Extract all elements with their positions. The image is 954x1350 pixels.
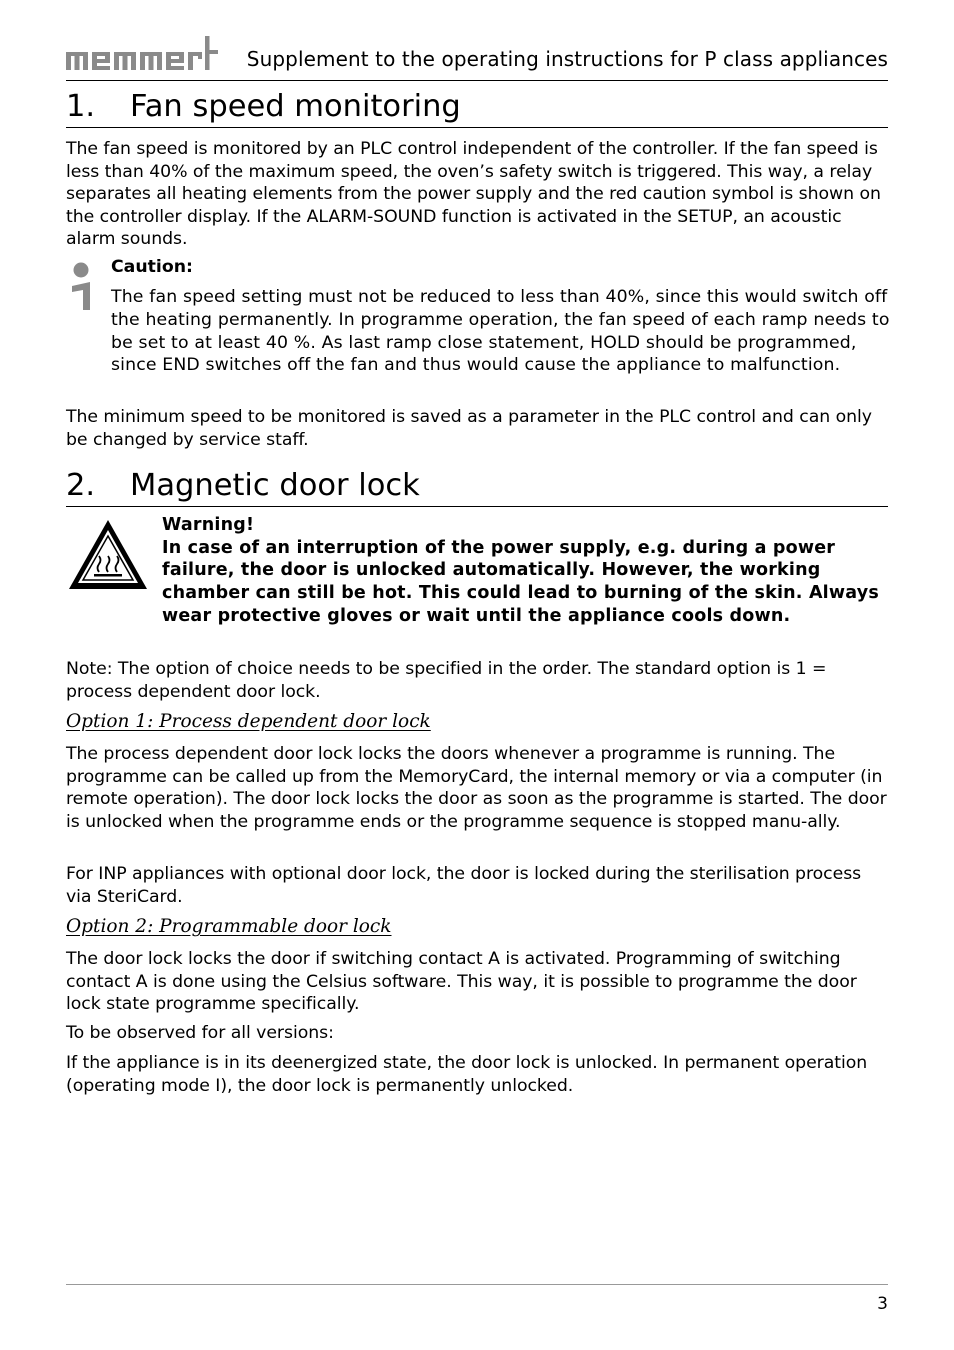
hot-surface-warning-icon xyxy=(66,517,150,593)
memmert-logo xyxy=(66,32,218,74)
footer-rule xyxy=(66,1284,888,1285)
document-page xyxy=(66,0,888,1350)
section-title: Fan speed monitoring xyxy=(130,89,461,124)
info-i-icon xyxy=(70,262,92,312)
section-heading-door-lock xyxy=(66,469,888,507)
fan-speed-outro: The minimum speed to be monitored is saved as a parameter in the PLC control and can only be changed by service staff. xyxy=(66,407,872,450)
page-number: 3 xyxy=(877,1294,888,1314)
section-title: Magnetic door lock xyxy=(130,468,420,503)
warning-text: In case of an interruption of the power supply, e.g. during a power failure, the door is unlocked automatically. However, the working chamber can still be hot. This could lead to burning of the skin. Always wear protective gloves or wait until the appliance cools down. xyxy=(162,537,879,626)
section-number: 2. xyxy=(66,468,96,503)
caution-text: The fan speed setting must not be reduced to less than 40%, since this would switch off the heating permanently. In programme operation, the fan speed of each ramp needs to be set to at least 40 %. As last ramp close statement, HOLD should be programmed, since END switches off the fan and thus would cause the appliance to malfunction. xyxy=(111,287,890,376)
option1-paragraph-2: For INP appliances with optional door lock, the door is locked during the sterilisation process via SteriCard. xyxy=(66,864,862,907)
option-note: Note: The option of choice needs to be specified in the order. The standard option is 1 = process dependent door lock. xyxy=(66,659,827,702)
option2-title: Option 2: Programmable door lock xyxy=(66,916,392,937)
option1-title: Option 1: Process dependent door lock xyxy=(66,711,431,732)
option1-paragraph-1: The process dependent door lock locks the doors whenever a programme is running. The programme can be called up from the MemoryCard, the internal memory or via a computer (in remote operation). The door lock locks the door as soon as the programme is started. The door is unlocked when the programme ends or the programme sequence is stopped manu-ally. xyxy=(66,744,887,832)
caution-title: Caution: xyxy=(111,257,193,277)
final-paragraph: If the appliance is in its deenergized state, the door lock is unlocked. In permanent operation (operating mode I), the door lock is permanently unlocked. xyxy=(66,1053,868,1096)
section-number: 1. xyxy=(66,89,96,124)
fan-speed-intro: The fan speed is monitored by an PLC control independent of the controller. If the fan speed is less than 40% of the maximum speed, the oven’s safety switch is triggered. This way, a relay separates all heating elements from the power supply and the red caution symbol is shown on the controller display. If the ALARM-SOUND function is activated in the SETUP, an acoustic alarm sounds. xyxy=(66,139,881,250)
warning-title: Warning! xyxy=(162,515,255,535)
observe-heading: To be observed for all versions: xyxy=(66,1023,334,1043)
header-title: Supplement to the operating instructions for P class appliances xyxy=(246,47,888,71)
page-header xyxy=(66,30,888,81)
section-heading-fan-speed xyxy=(66,90,888,128)
warning-block xyxy=(162,514,892,628)
option2-paragraph: The door lock locks the door if switching contact A is activated. Programming of switching contact A is done using the Celsius software. This way, it is possible to programme the door lock state programme specifically. xyxy=(66,949,857,1015)
